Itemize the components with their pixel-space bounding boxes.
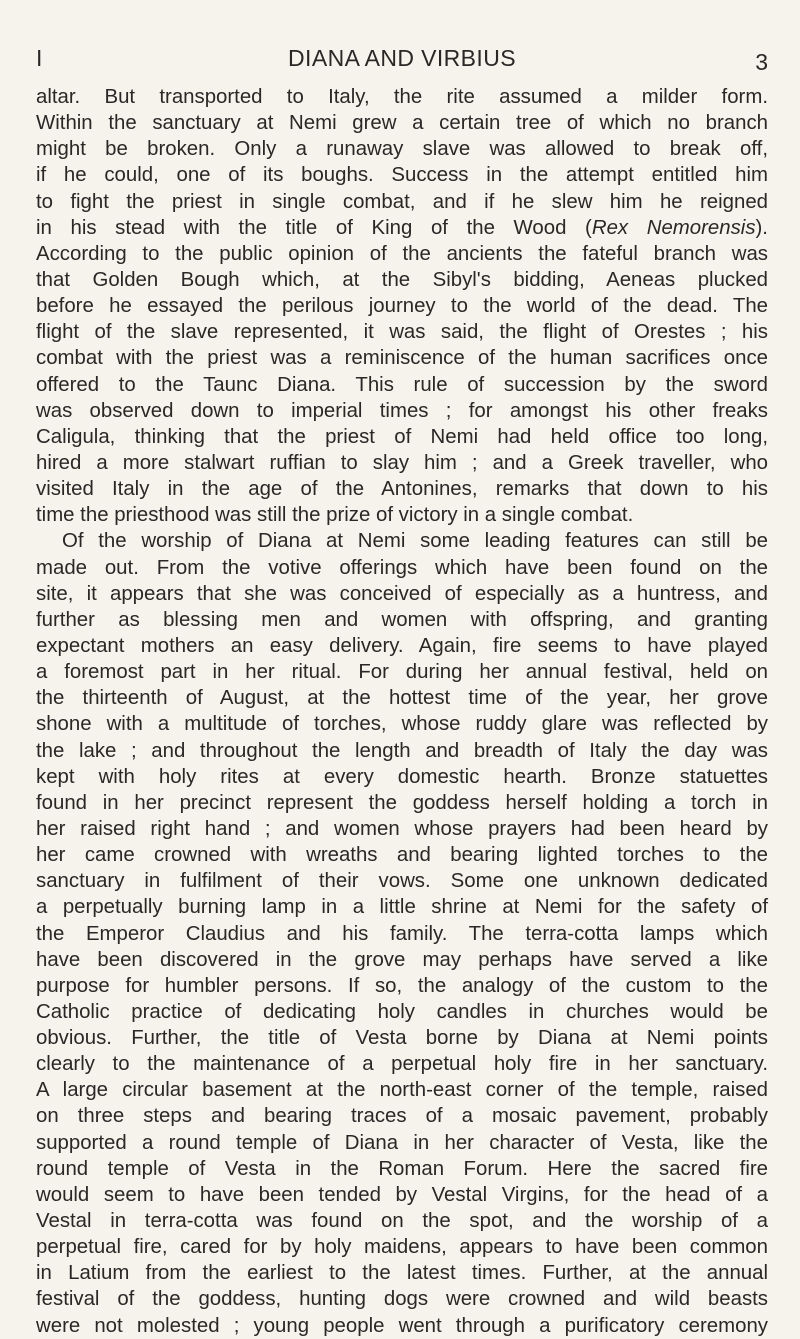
line-text: round temple of Vesta in the Roman Forum. Here the sacred fire — [36, 1157, 768, 1180]
line-text: found in her precinct represent the goddess herself holding a torch in — [36, 791, 768, 814]
text-line — [36, 319, 768, 345]
text-line — [36, 1025, 768, 1051]
text-line — [36, 816, 768, 842]
line-text: made out. From the votive offerings which have been found on the — [36, 556, 768, 579]
text-line — [36, 738, 768, 764]
text-line — [36, 973, 768, 999]
line-text: flight of the slave represented, it was said, the flight of Orestes ; his — [36, 321, 768, 344]
line-text: kept with holy rites at every domestic hearth. Bronze statuettes — [36, 765, 768, 788]
line-text: shone with a multitude of torches, whose ruddy glare was reflected by — [36, 713, 768, 736]
text-line — [36, 345, 768, 371]
line-text: if he could, one of its boughs. Success in the attempt entitled him — [36, 164, 768, 187]
text-line — [36, 659, 768, 685]
text-line — [36, 842, 768, 868]
text-line — [36, 1077, 768, 1103]
text-line — [36, 555, 768, 581]
text-line — [36, 1156, 768, 1182]
line-text: to fight the priest in single combat, and if he slew him he reigned — [36, 190, 768, 213]
line-text: A large circular basement at the north-east corner of the temple, raised — [36, 1079, 768, 1102]
text-line — [36, 607, 768, 633]
line-text: Within the sanctuary at Nemi grew a certain tree of which no branch — [36, 112, 768, 135]
line-text: sanctuary in fulfilment of their vows. Some one unknown dedicated — [36, 870, 768, 893]
line-text: obvious. Further, the title of Vesta borne by Diana at Nemi points — [36, 1027, 768, 1050]
text-line — [36, 921, 768, 947]
text-line — [36, 241, 768, 267]
text-line — [36, 868, 768, 894]
line-text: altar. But transported to Italy, the rite assumed a milder form. — [36, 86, 768, 108]
line-text: hired a more stalwart ruffian to slay him ; and a Greek traveller, who — [36, 451, 768, 474]
text-line — [36, 1130, 768, 1156]
line-text: purpose for humbler persons. If so, the analogy of the custom to the — [36, 974, 768, 997]
line-text: that Golden Bough which, at the Sibyl's bidding, Aeneas plucked — [36, 268, 768, 291]
text-line — [36, 398, 768, 424]
text-line — [36, 711, 768, 737]
text-line — [36, 581, 768, 607]
text-line — [36, 136, 768, 162]
line-text: the Emperor Claudius and his family. The terra-cotta lamps which — [36, 922, 768, 945]
text-line — [36, 1286, 768, 1312]
line-text: combat with the priest was a reminiscence of the human sacrifices once — [36, 347, 768, 370]
text-line — [36, 215, 768, 241]
line-text: time the priesthood was still the prize of victory in a single combat. — [36, 504, 634, 527]
italic-term: Rex Nemorensis — [591, 216, 756, 239]
line-text: site, it appears that she was conceived of especially as a huntress, and — [36, 582, 768, 605]
line-text: According to the public opinion of the ancients the fateful branch was — [36, 242, 768, 265]
line-text: offered to the Taunc Diana. This rule of succession by the sword — [36, 373, 768, 396]
line-text: the lake ; and throughout the length and breadth of Italy the day was — [36, 739, 768, 762]
line-text: might be broken. Only a runaway slave was allowed to break off, — [36, 138, 768, 161]
text-line — [36, 189, 768, 215]
text-line — [36, 1313, 768, 1339]
line-text: on three steps and bearing traces of a mosaic pavement, probably — [36, 1105, 768, 1128]
text-line — [36, 528, 768, 554]
line-text: further as blessing men and women with offspring, and granting — [36, 608, 768, 631]
text-line — [36, 162, 768, 188]
line-text: festival of the goddess, hunting dogs were crowned and wild beasts — [36, 1288, 768, 1311]
line-text-tail: ). — [755, 216, 768, 239]
text-line — [36, 999, 768, 1025]
text-line — [36, 685, 768, 711]
line-text: visited Italy in the age of the Antonines, remarks that down to his — [36, 478, 768, 501]
line-text: her came crowned with wreaths and bearing lighted torches to the — [36, 844, 768, 867]
text-line — [36, 1260, 768, 1286]
chapter-numeral: I — [36, 45, 43, 71]
line-text: in Latium from the earliest to the latest times. Further, at the annual — [36, 1262, 768, 1285]
text-line — [36, 110, 768, 136]
text-line — [36, 790, 768, 816]
line-text: supported a round temple of Diana in her character of Vesta, like the — [36, 1131, 768, 1154]
line-text: in his stead with the title of King of the Wood ( — [36, 216, 592, 239]
line-text: would seem to have been tended by Vestal Virgins, for the head of a — [36, 1183, 768, 1206]
text-line — [36, 476, 768, 502]
line-text: have been discovered in the grove may perhaps have served a like — [36, 948, 768, 971]
text-line — [36, 84, 768, 110]
text-line — [36, 372, 768, 398]
text-line — [36, 894, 768, 920]
text-line — [36, 424, 768, 450]
line-text: Of the worship of Diana at Nemi some leading features can still be — [62, 530, 768, 553]
line-text: a perpetually burning lamp in a little shrine at Nemi for the safety of — [36, 896, 768, 919]
line-text: were not molested ; young people went through a purificatory ceremony — [36, 1314, 768, 1337]
running-head — [36, 40, 768, 76]
text-line — [36, 1182, 768, 1208]
line-text: Vestal in terra-cotta was found on the spot, and the worship of a — [36, 1210, 768, 1233]
text-line — [36, 947, 768, 973]
line-text: the thirteenth of August, at the hottest time of the year, her grove — [36, 687, 768, 710]
text-line — [36, 1208, 768, 1234]
line-text: a foremost part in her ritual. For during her annual festival, held on — [36, 661, 768, 684]
line-text: perpetual fire, cared for by holy maidens, appears to have been common — [36, 1236, 768, 1259]
line-text: Catholic practice of dedicating holy candles in churches would be — [36, 1000, 768, 1023]
line-text: was observed down to imperial times ; for amongst his other freaks — [36, 399, 768, 422]
running-title: DIANA AND VIRBIUS — [288, 45, 516, 71]
text-line — [36, 1051, 768, 1077]
line-text: clearly to the maintenance of a perpetual holy fire in her sanctuary. — [36, 1053, 768, 1076]
line-text: before he essayed the perilous journey to the world of the dead. The — [36, 295, 768, 318]
text-line — [36, 267, 768, 293]
text-line — [36, 293, 768, 319]
text-line — [36, 764, 768, 790]
text-line — [36, 1103, 768, 1129]
text-line — [36, 450, 768, 476]
body-text — [36, 84, 768, 1339]
text-line — [36, 633, 768, 659]
page-number: 3 — [755, 49, 768, 75]
line-text: Caligula, thinking that the priest of Nemi had held office too long, — [36, 425, 768, 448]
line-text: her raised right hand ; and women whose prayers had been heard by — [36, 817, 768, 840]
line-text: expectant mothers an easy delivery. Again, fire seems to have played — [36, 634, 768, 657]
text-line — [36, 502, 768, 528]
text-line — [36, 1234, 768, 1260]
